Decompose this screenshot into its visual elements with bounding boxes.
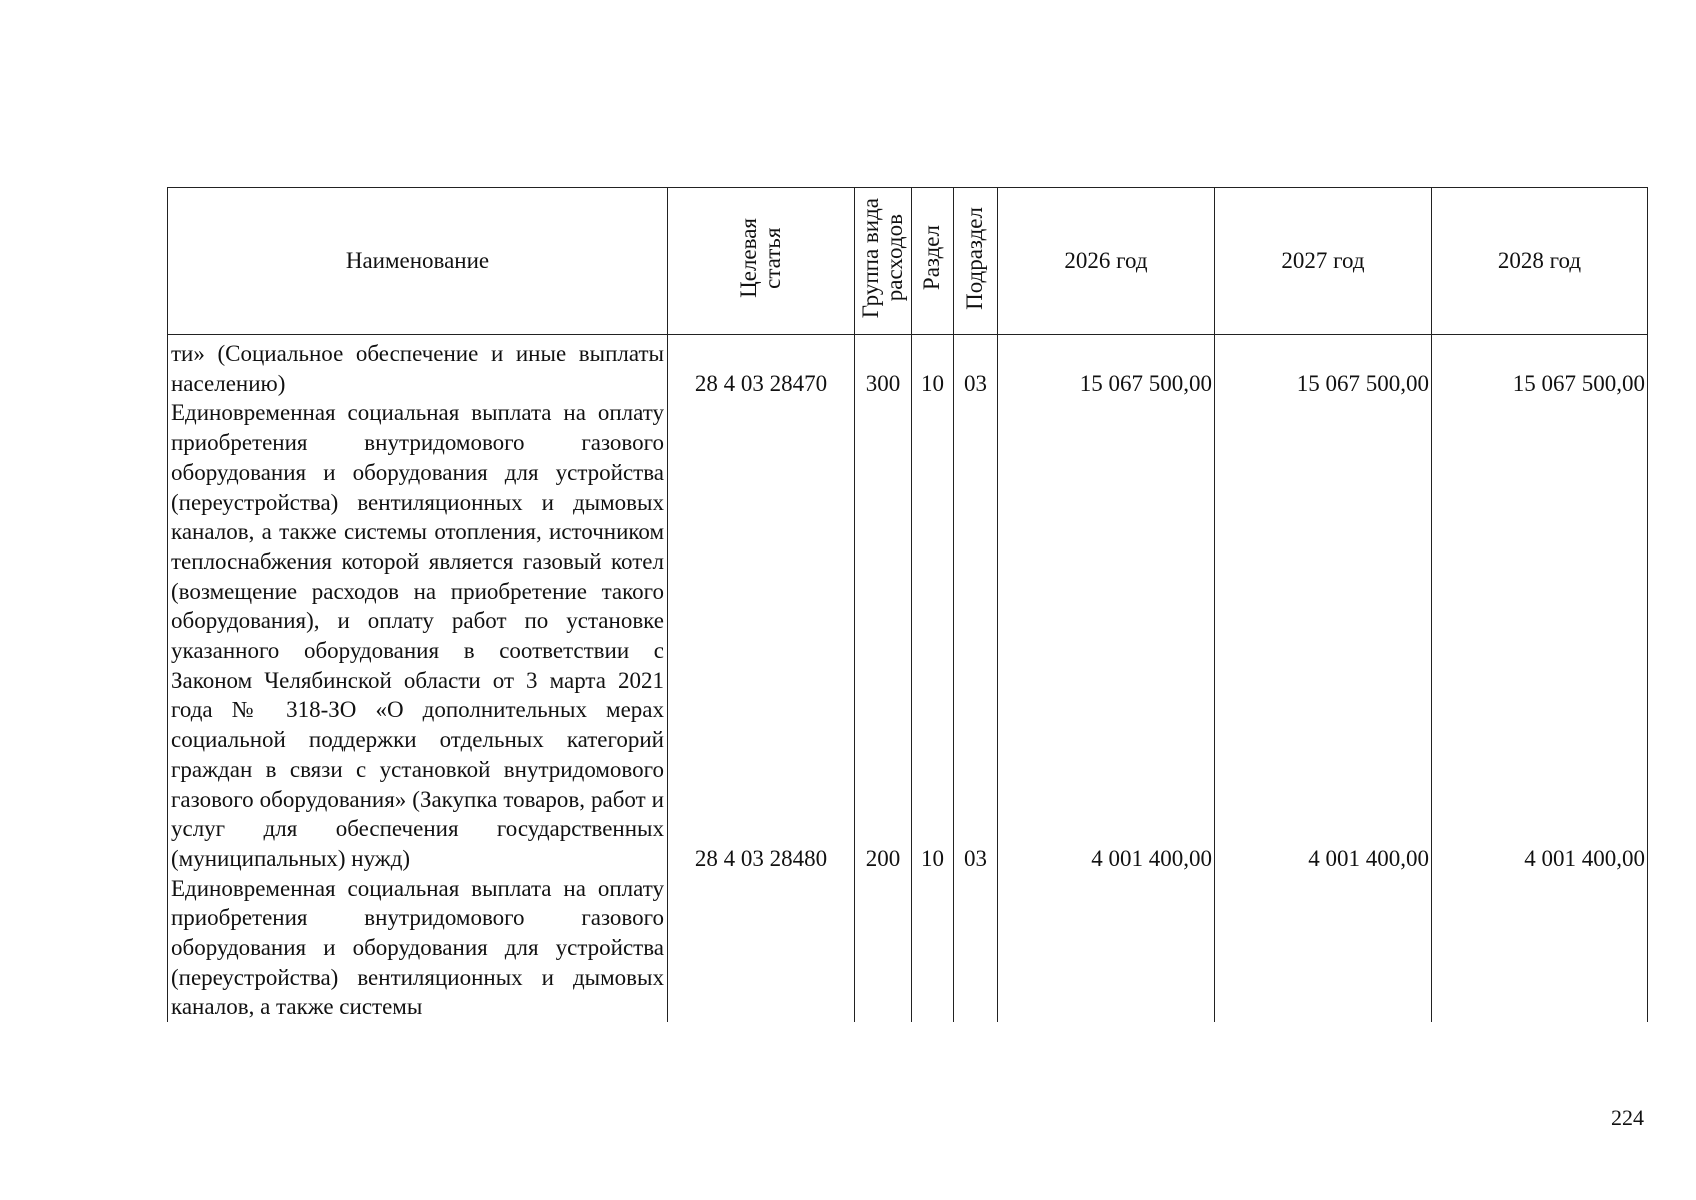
row-amount-2027: 15 067 500,00 (1215, 335, 1432, 399)
row-subsection: 03 (954, 398, 998, 873)
header-expense-group: Группа вида расходов (855, 188, 912, 335)
header-target-article: Целевая статья (668, 188, 855, 335)
table-row (168, 874, 1648, 1023)
row-amount-2028 (1432, 874, 1648, 1023)
header-subsection: Подраздел (954, 188, 998, 335)
row-amount-2026 (998, 874, 1215, 1023)
row-amount-2028: 15 067 500,00 (1432, 335, 1648, 399)
header-section: Раздел (912, 188, 954, 335)
row-name: Единовременная социальная выплата на оплату приобретения внутридомового газового оборудования и оборудования для устройства (переустройства) вентиляционных и дымовых каналов, а также системы отопления, источником теплоснабжения которой является газовый котел (возмещение расходов на приобретение такого оборудования), и оплату работ по установке указанного оборудования в соответствии с Законом Челябинской области от 3 марта 2021 года № 318-ЗО «О дополнительных мерах социальной поддержки отдельных категорий граждан в связи с установкой внутридомового газового оборудования» (Закупка товаров, работ и услуг для обеспечения государственных (муниципальных) нужд) (168, 398, 668, 873)
header-year-2026: 2026 год (998, 188, 1215, 335)
row-amount-2027: 4 001 400,00 (1215, 398, 1432, 873)
row-subsection (954, 874, 998, 1023)
table-row (168, 335, 1648, 399)
header-name: Наименование (168, 188, 668, 335)
row-expense-group: 300 (855, 335, 912, 399)
row-amount-2028: 4 001 400,00 (1432, 398, 1648, 873)
row-target-article (668, 874, 855, 1023)
header-year-2027: 2027 год (1215, 188, 1432, 335)
row-amount-2026: 15 067 500,00 (998, 335, 1215, 399)
row-amount-2027 (1215, 874, 1432, 1023)
row-name: Единовременная социальная выплата на оплату приобретения внутридомового газового оборудования и оборудования для устройства (переустройства) вентиляционных и дымовых каналов, а также системы (168, 874, 668, 1023)
row-section: 10 (912, 335, 954, 399)
row-section (912, 874, 954, 1023)
budget-table (167, 187, 1648, 1022)
header-year-2028: 2028 год (1432, 188, 1648, 335)
row-target-article: 28 4 03 28480 (668, 398, 855, 873)
row-expense-group (855, 874, 912, 1023)
page-number: 224 (1611, 1105, 1644, 1130)
table-header-row (168, 188, 1648, 335)
row-name: ти» (Социальное обеспечение и иные выплаты населению) (168, 335, 668, 399)
row-subsection: 03 (954, 335, 998, 399)
row-target-article: 28 4 03 28470 (668, 335, 855, 399)
table-row (168, 398, 1648, 873)
row-section: 10 (912, 398, 954, 873)
row-expense-group: 200 (855, 398, 912, 873)
row-amount-2026: 4 001 400,00 (998, 398, 1215, 873)
